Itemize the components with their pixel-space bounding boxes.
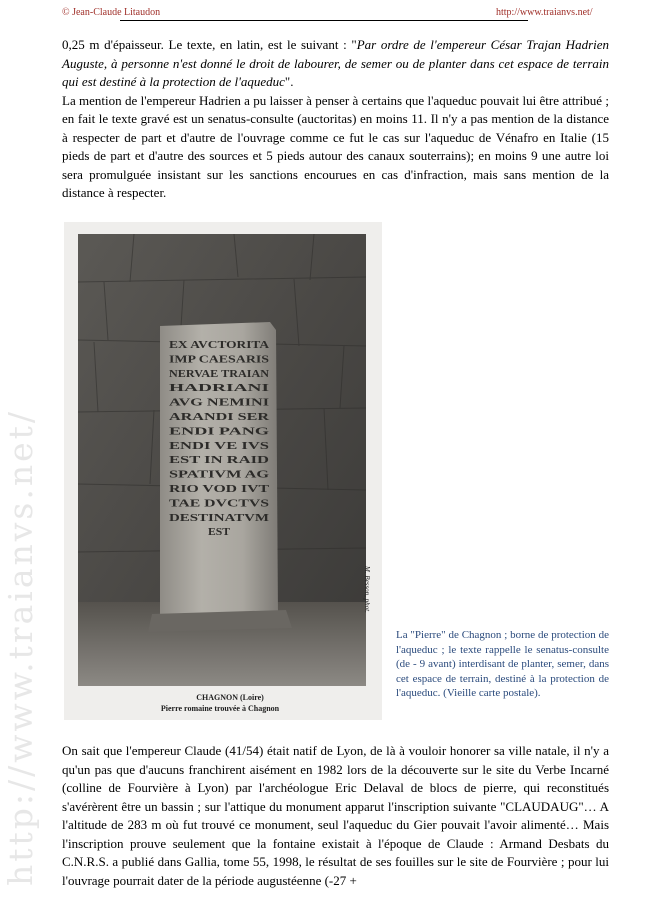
postcard-image xyxy=(64,222,382,720)
photographer-credit: M. Besson, phot. xyxy=(363,566,371,613)
paragraph-1-suffix: ". xyxy=(284,74,294,89)
header-copyright: © Jean-Claude Litaudon xyxy=(62,7,161,18)
photo-caption: La "Pierre" de Chagnon ; borne de protection de l'aqueduc ; le texte rappelle le senatus-consulte (de - 9 avant) interdisant de planter, semer, dans cet espace de terrain, destiné à la protection de l'aqueduc. (Vieille carte postale). xyxy=(396,629,609,699)
postcard-caption: Pierre romaine trouvée à Chagnon xyxy=(160,704,280,713)
inscription-line: AVG NEMINI xyxy=(169,397,269,409)
header-rule xyxy=(120,20,528,21)
postcard-photo xyxy=(64,222,382,720)
inscription-line: EST IN RAID xyxy=(169,455,270,467)
body-text-top xyxy=(62,36,609,203)
inscription-line: DESTINATVM xyxy=(169,512,270,524)
header-url-link[interactable]: http://www.traianvs.net/ xyxy=(496,7,593,18)
inscription-line: HADRIANI xyxy=(169,383,269,395)
inscription-line: RIO VOD IVT xyxy=(169,484,269,495)
watermark-text: http://www.traianvs.net/ xyxy=(1,409,40,886)
inscription-line: ENDI PANG xyxy=(169,426,269,438)
paragraph-claude: On sait que l'empereur Claude (41/54) était natif de Lyon, de là à vouloir honorer sa ville natale, il n'y a qu'un pas que d'aucuns franchirent aisément en 1982 lors de la découverte sur le site du Verbe Incarné (colline de Fourvière à Lyon) par l'archéologue Eric Delaval de blocs de pierre, qui reconstitués s'avérèrent être un bassin ; sur l'attique du monument apparut l'inscription suivante "CLAUDAUG"… A l'altitude de 283 m où fut trouvé ce monument, seul l'aqueduc du Gier pouvait l'avoir alimenté… Mais l'inscription prouve seulement que la fontaine existait à l'époque de Claude : Armand Desbats du C.N.R.S. a publié dans Gallia, tome 55, 1998, le résultat de ses fouilles sur le site de Fourvière ; pour lui l'ouvrage pourrait dater de la période augustéenne (-27 + xyxy=(62,743,609,888)
inscription-line: SPATIVM AG xyxy=(169,469,269,481)
inscription-line: TAE DVCTVS xyxy=(169,498,270,510)
inscription-line: EST xyxy=(208,527,230,539)
paragraph-1-prefix: 0,25 m d'épaisseur. Le texte, en latin, est le suivant : " xyxy=(62,37,357,52)
postcard-location: CHAGNON (Loire) xyxy=(196,693,264,702)
inscription-line: ENDI VE IVS xyxy=(169,440,270,452)
paragraph-inscription-translation xyxy=(62,36,609,92)
vertical-watermark xyxy=(1,40,40,890)
inscription-line: NERVAE TRAIAN xyxy=(169,368,270,380)
paragraph-hadrian: La mention de l'empereur Hadrien a pu laisser à penser à certains que l'aqueduc pouvait lui être attribué ; en fait le texte gravé est un senatus-consulte (auctoritas) en moins 11. Il n'y a pas mention de la distance à respecter de part et d'autre de l'ouvrage comme ce fut le cas sur l'aqueduc de Vénafro en Italie (15 pieds de part et d'autre des sources et 5 pieds autour des canaux souterrains); en moins 9 une autre loi sera promulguée insistant sur les sanctions encourues en cas d'infraction, mais sans mention de la distance à respecter. xyxy=(62,92,609,200)
inscription-line: ARANDI SER xyxy=(169,412,270,423)
inscription-line: IMP CAESARIS xyxy=(169,354,270,366)
inscription-translation-quote: Par ordre de l'empereur César Trajan Hadrien Auguste, à personne n'est donné le droit de labourer, de semer ou de planter dans cet espace de terrain qui est destiné à la protection de l'aqueduc xyxy=(62,37,610,89)
inscription-line: EX AVCTORITA xyxy=(169,340,270,351)
